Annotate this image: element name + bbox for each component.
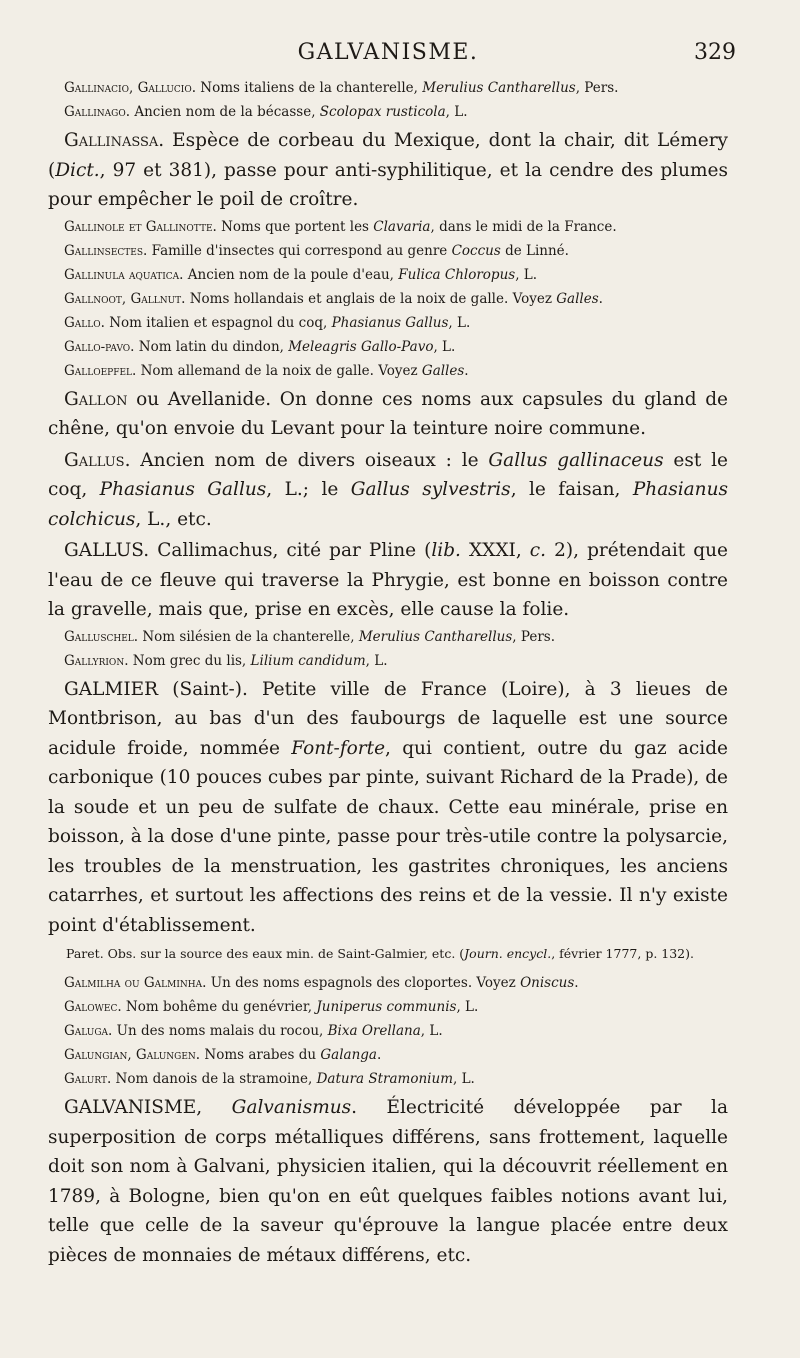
headword: Galloepfel. [64, 362, 137, 379]
entry-galuga [48, 1019, 728, 1043]
entry-gallinago [48, 100, 728, 124]
headword: Galuga. [64, 1023, 113, 1039]
italic-term: Merulius Cantharellus [358, 628, 513, 645]
entry-galmilha [48, 971, 728, 995]
headword: GALMIER [64, 678, 159, 700]
entry-text: Nom italien et espagnol du coq, [104, 314, 332, 331]
headword: Gallinole et Gallinotte. [64, 218, 217, 235]
italic-term: Gallus gallinaceus [488, 449, 664, 471]
entry-text: Un des noms malais du rocou, [112, 1023, 328, 1039]
entry-gallon [48, 385, 728, 444]
italic-term: Scolopax rusticola [319, 104, 446, 120]
entry-text: de Linné. [500, 242, 569, 259]
entry-text: , qui contient, outre du gaz acide carbonique (10 pouces cubes par pinte, suivant Richard de la Prade), de la soude et un peu de sulfate de chaux. Cette eau minérale, prise en boisson, à la dose d'une pinte, passe pour très-utile contre la polysarcie, les troubles de la menstruation, les gastrites chroniques, les anciens catarrhes, et surtout les affections des reins et de la vessie. Il n'y existe point d'établissement. [48, 737, 728, 936]
entry-gallinsectes [48, 239, 728, 263]
headword: Galmilha ou Galminha. [64, 975, 207, 991]
headword: Gallyrion. [64, 652, 129, 669]
italic-term: Coccus [451, 242, 501, 259]
headword: GALVANISME, [64, 1097, 203, 1118]
italic-term: Dict. [55, 159, 100, 181]
citation-text: Paret. Obs. sur la source des eaux min. de Saint-Galmier, etc. ( [66, 946, 465, 961]
page [48, 40, 736, 1270]
entry-text: XXXI, [460, 540, 530, 561]
entry-gallus-river [48, 536, 728, 625]
headword: Gallon [64, 388, 128, 410]
entry-galowec [48, 995, 728, 1019]
entry-text: Nom bohême du genévrier, [121, 999, 317, 1015]
italic-term: Phasianus Gallus [331, 314, 449, 331]
entry-text: 2), prétendait que l'eau de ce fleuve qui traverse la Phrygie, est bonne en boisson contre la gravelle, mais que, prise en excès, elle cause la folie. [48, 540, 728, 620]
entry-galluschel [48, 625, 728, 649]
entry-text: , L. [515, 266, 538, 283]
entry-text: Ancien nom de la poule d'eau, [183, 266, 399, 283]
entry-text: , dans le midi de la France. [430, 218, 617, 235]
entry-text: Noms arabes du [200, 1047, 321, 1063]
entry-text: Nom latin du dindon, [134, 338, 289, 355]
entry-text: Nom danois de la stramoine, [111, 1071, 317, 1087]
italic-term: Galles [556, 290, 599, 307]
entry-text: Callimachus, cité par Pline ( [149, 540, 432, 561]
entry-text: Nom grec du lis, [128, 652, 251, 669]
italic-term: Galanga [320, 1047, 377, 1063]
entry-galvanisme [48, 1093, 728, 1270]
headword: Galowec. [64, 999, 122, 1015]
headword: Gallinsectes. [64, 242, 148, 259]
entry-text: Ancien nom de la bécasse, [130, 104, 320, 120]
entry-text: Famille d'insectes qui correspond au genre [147, 242, 452, 259]
italic-term: Fulica Chloropus [398, 266, 516, 283]
italic-term: Datura Stramonium [316, 1071, 453, 1087]
headword: Gallo. [64, 314, 105, 331]
entry-galmier [48, 675, 728, 941]
entry-text: , 97 et 381), passe pour anti-syphilitique, et la cendre des plumes pour empêcher le poil de croître. [48, 159, 728, 210]
entry-galloepfel [48, 359, 728, 383]
entry-text: Nom silésien de la chanterelle, [138, 628, 359, 645]
italic-term: Journ. encycl. [464, 946, 552, 961]
citation-text: , février 1777, p. 132). [551, 946, 694, 961]
italic-term: Font-forte [291, 737, 386, 759]
headword: Gallo-pavo. [64, 338, 135, 355]
headword: Galurt. [64, 1071, 112, 1087]
headword: Gallinassa. [64, 130, 165, 151]
italic-term: Clavaria [373, 218, 431, 235]
entry-gallinole [48, 215, 728, 239]
italic-term: Juniperus communis [316, 999, 457, 1015]
entry-gallus [48, 446, 728, 535]
entry-text: , L. [433, 338, 456, 355]
entry-text: Noms hollandais et anglais de la noix de galle. Voyez [185, 290, 557, 307]
entry-text: , le faisan, [510, 479, 633, 500]
italic-term: Phasianus Gallus [99, 479, 267, 500]
entry-text: , Pers. [575, 80, 619, 96]
page-number: 329 [694, 40, 736, 65]
entry-text: Un des noms espagnols des cloportes. Voyez [206, 975, 521, 991]
entry-text: . [376, 1047, 382, 1063]
entry-text: Noms que portent les [216, 218, 374, 235]
running-head: GALVANISME. [297, 40, 479, 65]
italic-term: Lilium candidum [250, 652, 366, 669]
entry-text: ou Avellanide. On donne ces noms aux capsules du gland de chêne, qu'on envoie du Levant pour la teinture noire commune. [48, 388, 728, 439]
italic-term: Bixa Orellana [327, 1023, 421, 1039]
italic-term: Galles [421, 362, 465, 379]
italic-term: Oniscus [520, 975, 575, 991]
entry-text: . Électricité développée par la superposition de corps métalliques différens, sans frottement, laquelle doit son nom à Galvani, physicien italien, qui la découvrit réellement en 1789, à Bologne, bien qu'on en eût quelques faibles notions avant lui, telle que celle de la saveur qu'éprouve la langue placée entre deux pièces de monnaies de métaux différens, etc. [48, 1097, 728, 1266]
italic-term: Phasianus colchicus [48, 479, 728, 530]
entry-gallinacio [48, 76, 728, 100]
italic-term: Meleagris Gallo-Pavo [288, 338, 434, 355]
entry-text: . [598, 290, 603, 307]
entry-galurt [48, 1067, 728, 1091]
entry-text: , L. [365, 652, 388, 669]
entry-gallo [48, 311, 728, 335]
italic-term: Gallus sylvestris [350, 479, 511, 500]
entry-text: , Pers. [512, 628, 556, 645]
entry-text: . [464, 362, 469, 379]
italic-term: Merulius Cantharellus [422, 80, 576, 96]
entry-text: (Saint-). Petite ville de France (Loire), à 3 lieues de Montbrison, au bas d'un des faubourgs de laquelle est une source acidule froide, nommée [48, 678, 728, 759]
headword: Gallnoot, Gallnut. [64, 290, 186, 307]
headword: GALLUS. [64, 540, 150, 561]
headword: Gallinago. [64, 104, 131, 120]
entry-text: , L. [420, 1023, 443, 1039]
entry-gallinula [48, 263, 728, 287]
italic-term: c. [529, 540, 547, 561]
headword: Galungian, Galungen. [64, 1047, 201, 1063]
citation [48, 944, 728, 963]
entry-text: , L., etc. [135, 508, 212, 530]
entry-galungian [48, 1043, 728, 1067]
entry-text: , L. [453, 1071, 475, 1087]
entry-gallinassa [48, 126, 728, 215]
entry-text: , L. [456, 999, 479, 1015]
entry-text: Espèce de corbeau du Mexique, dont la chair, dit Lémery ( [48, 130, 728, 181]
entry-text: . [574, 975, 579, 991]
entry-text [202, 1097, 231, 1118]
headword: Gallus. [64, 449, 131, 471]
entry-text: , L. [445, 104, 468, 120]
italic-term: Galvanismus [231, 1097, 352, 1118]
entry-text: , L.; le [266, 479, 351, 500]
entry-text: est le coq, [48, 449, 728, 500]
entry-text: Noms italiens de la chanterelle, [196, 80, 423, 96]
entry-gallo-pavo [48, 335, 728, 359]
headword: Gallinacio, Gallucio. [64, 80, 197, 96]
italic-term: lib. [431, 540, 461, 561]
headword: Gallinula aquatica. [64, 266, 184, 283]
entry-text: Nom allemand de la noix de galle. Voyez [136, 362, 422, 379]
page-header [48, 40, 736, 76]
headword: Galluschel. [64, 628, 139, 645]
entry-text: Ancien nom de divers oiseaux : le [130, 449, 489, 471]
entry-text: , L. [448, 314, 471, 331]
entry-gallyrion [48, 649, 728, 673]
entry-gallnoot [48, 287, 728, 311]
